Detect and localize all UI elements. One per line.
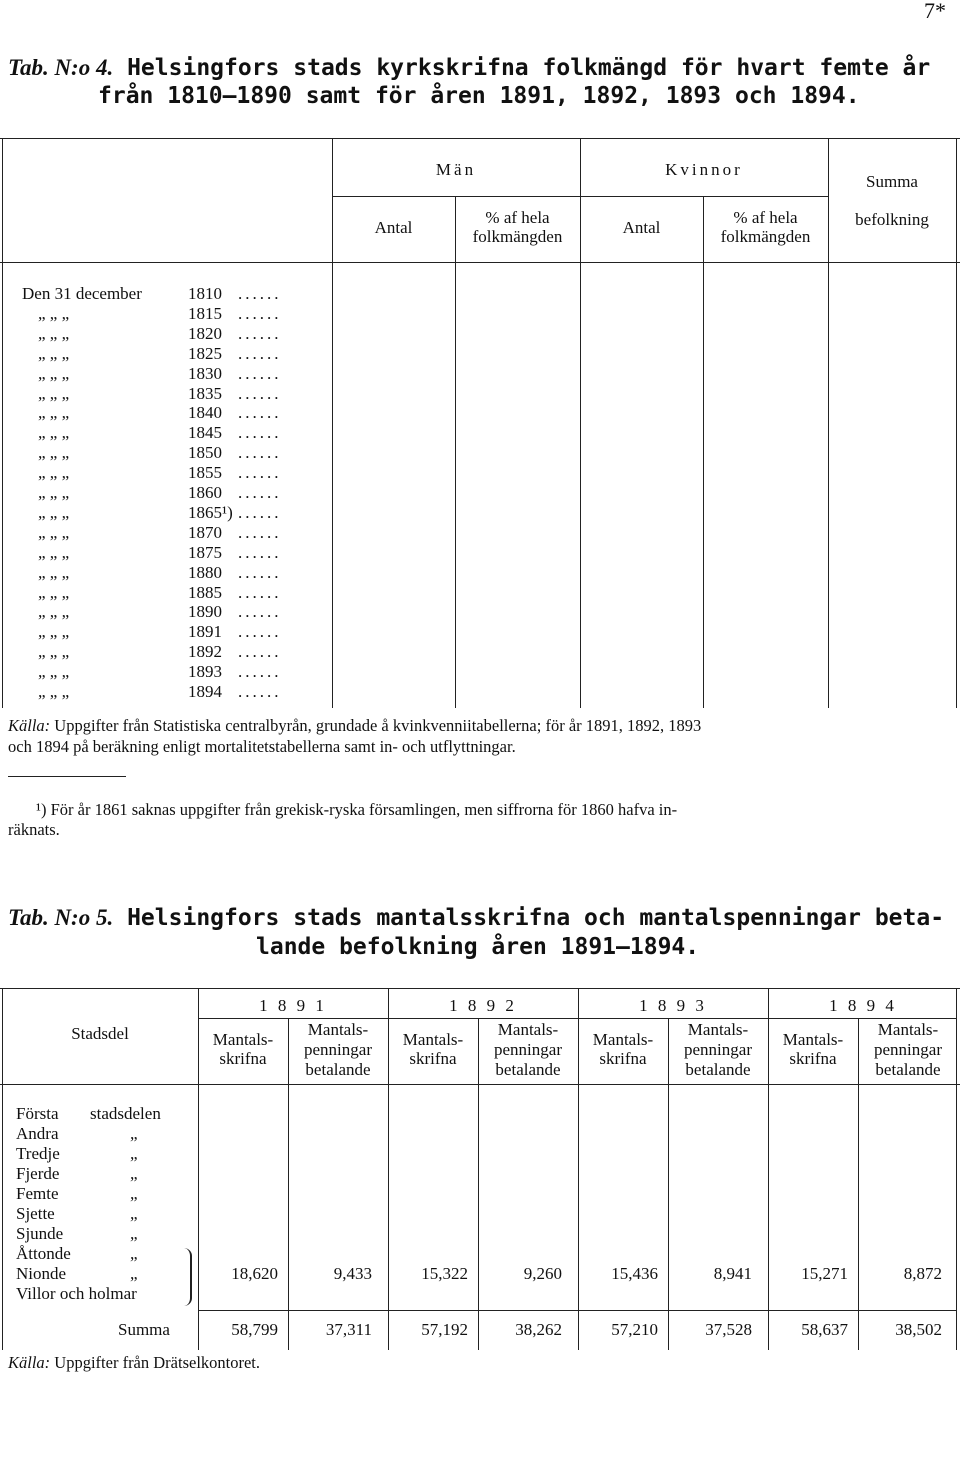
- header-skrifna-2: skrifna: [599, 1049, 647, 1068]
- row-year: 1865¹): [188, 503, 233, 522]
- row-prefix: „ „ „: [38, 304, 70, 323]
- district-suffix: „: [130, 1244, 138, 1263]
- table5-year-rule: [198, 1018, 956, 1019]
- leader-dots: ......: [238, 503, 282, 522]
- row-year: 1860: [188, 483, 222, 502]
- sum-value: 37,528: [705, 1320, 752, 1339]
- grouped-value: 9,433: [333, 1264, 372, 1283]
- header-men-pct-2: folkmängden: [472, 227, 563, 246]
- table4-lead: Tab. N:o 4.: [8, 55, 114, 80]
- leader-dots: ......: [238, 523, 282, 542]
- row-prefix: „ „ „: [38, 384, 70, 403]
- header-penn-1: Mantals-: [687, 1020, 749, 1039]
- header-women-pct-2: folkmängden: [720, 227, 811, 246]
- leader-dots: ......: [238, 622, 282, 641]
- leader-dots: ......: [238, 324, 282, 343]
- row-year: 1810: [188, 284, 222, 303]
- header-penn-1: Mantals-: [307, 1020, 369, 1039]
- header-skrifna-1: Mantals-: [592, 1030, 654, 1049]
- row-year: 1891: [188, 622, 222, 641]
- header-penn-2: penningar: [304, 1040, 372, 1059]
- leader-dots: ......: [238, 483, 282, 502]
- grouped-value: 8,872: [903, 1264, 942, 1283]
- row-prefix: „ „ „: [38, 682, 70, 701]
- header-skrifna-1: Mantals-: [212, 1030, 274, 1049]
- row-prefix: „ „ „: [38, 443, 70, 462]
- sum-value: 57,192: [421, 1320, 468, 1339]
- district-suffix: „: [130, 1204, 138, 1223]
- row-year: 1875: [188, 543, 222, 562]
- leader-dots: ......: [238, 563, 282, 582]
- row-prefix: „ „ „: [38, 503, 70, 522]
- row-prefix: „ „ „: [38, 583, 70, 602]
- district-name: Nionde: [16, 1264, 67, 1283]
- table5-source-label: Källa:: [8, 1353, 51, 1372]
- leader-dots: ......: [238, 662, 282, 681]
- sum-value: 38,502: [895, 1320, 942, 1339]
- row-year: 1870: [188, 523, 222, 542]
- row-year: 1894: [188, 682, 222, 701]
- table5-top-rule: [0, 988, 960, 989]
- leader-dots: ......: [238, 602, 282, 621]
- sum-value: 58,799: [231, 1320, 278, 1339]
- row-prefix: „ „ „: [38, 324, 70, 343]
- leader-dots: ......: [238, 384, 282, 403]
- header-men: Män: [435, 160, 477, 179]
- leader-dots: ......: [238, 403, 282, 422]
- row-prefix: „ „ „: [38, 523, 70, 542]
- header-penn-2: penningar: [684, 1040, 752, 1059]
- sum-label: Summa: [118, 1320, 170, 1339]
- grouped-value: 15,436: [611, 1264, 658, 1283]
- header-women: Kvinnor: [665, 160, 743, 179]
- district-name: Femte: [16, 1184, 59, 1203]
- leader-dots: ......: [238, 364, 282, 383]
- header-skrifna-1: Mantals-: [402, 1030, 464, 1049]
- header-men-pct-1: % af hela: [485, 208, 550, 227]
- row-year: 1892: [188, 642, 222, 661]
- grouped-value: 9,260: [523, 1264, 562, 1283]
- row-year: 1850: [188, 443, 222, 462]
- row-year: 1845: [188, 423, 222, 442]
- row-prefix: „ „ „: [38, 602, 70, 621]
- grouped-value: 18,620: [231, 1264, 278, 1283]
- table4-source-line1: Uppgifter från Statistiska centralbyrån, grundade å kvinkvenniitabellerna; för år 1891, 1892, 1893: [54, 716, 702, 735]
- table5-title-text1: Helsingfors stads mantalsskrifna och mantalspenningar beta-: [127, 905, 945, 931]
- table4-title-text1: Helsingfors stads kyrkskrifna folkmängd för hvart femte år: [127, 55, 931, 81]
- leader-dots: ......: [238, 344, 282, 363]
- header-penn-2: penningar: [874, 1040, 942, 1059]
- row-year: 1890: [188, 602, 222, 621]
- row-prefix: Den 31 december: [22, 284, 142, 303]
- leader-dots: ......: [238, 423, 282, 442]
- table5-header-rule: [0, 1084, 960, 1085]
- header-women-pct-1: % af hela: [733, 208, 798, 227]
- table5-lead: Tab. N:o 5.: [8, 905, 114, 930]
- row-prefix: „ „ „: [38, 622, 70, 641]
- district-name: Villor och holmar: [16, 1284, 137, 1303]
- table5-title-line2: lande befolkning åren 1891—1894.: [256, 934, 700, 960]
- district-suffix: „: [130, 1184, 138, 1203]
- table5-source-text: Uppgifter från Drätselkontoret.: [54, 1353, 261, 1372]
- row-year: 1855: [188, 463, 222, 482]
- group-brace: [182, 1248, 192, 1306]
- header-skrifna-2: skrifna: [789, 1049, 837, 1068]
- header-penn-1: Mantals-: [877, 1020, 939, 1039]
- footnote-line2: räknats.: [8, 820, 60, 839]
- row-prefix: „ „ „: [38, 483, 70, 502]
- header-year: 1 8 9 2: [449, 996, 517, 1015]
- leader-dots: ......: [238, 463, 282, 482]
- header-skrifna-2: skrifna: [219, 1049, 267, 1068]
- row-year: 1885: [188, 583, 222, 602]
- page-number: 7*: [924, 0, 946, 23]
- header-year: 1 8 9 4: [829, 996, 897, 1015]
- leader-dots: ......: [238, 543, 282, 562]
- leader-dots: ......: [238, 443, 282, 462]
- district-name: Första: [16, 1104, 59, 1123]
- row-year: 1835: [188, 384, 222, 403]
- district-name: Andra: [16, 1124, 59, 1143]
- header-district: Stadsdel: [71, 1024, 129, 1043]
- district-suffix: „: [130, 1164, 138, 1183]
- district-name: Sjette: [16, 1204, 55, 1223]
- grouped-value: 15,322: [421, 1264, 468, 1283]
- leader-dots: ......: [238, 682, 282, 701]
- district-name: Åttonde: [16, 1244, 71, 1263]
- district-name: Fjerde: [16, 1164, 60, 1183]
- row-year: 1825: [188, 344, 222, 363]
- row-prefix: „ „ „: [38, 423, 70, 442]
- header-year: 1 8 9 1: [259, 996, 327, 1015]
- row-prefix: „ „ „: [38, 662, 70, 681]
- row-year: 1840: [188, 403, 222, 422]
- header-penn-3: betalande: [875, 1060, 941, 1079]
- row-prefix: „ „ „: [38, 344, 70, 363]
- row-year: 1893: [188, 662, 222, 681]
- header-men-antal: Antal: [374, 218, 413, 237]
- row-prefix: „ „ „: [38, 364, 70, 383]
- sum-value: 58,637: [801, 1320, 848, 1339]
- grouped-value: 15,271: [801, 1264, 848, 1283]
- sum-value: 38,262: [515, 1320, 562, 1339]
- header-skrifna-2: skrifna: [409, 1049, 457, 1068]
- header-sum-1: Summa: [866, 172, 918, 191]
- row-prefix: „ „ „: [38, 563, 70, 582]
- leader-dots: ......: [238, 583, 282, 602]
- sum-value: 37,311: [325, 1320, 372, 1339]
- district-suffix: „: [130, 1264, 138, 1283]
- footnote-mark: ¹): [36, 800, 47, 819]
- row-year: 1820: [188, 324, 222, 343]
- table5-sum-rule: [198, 1310, 956, 1311]
- row-year: 1815: [188, 304, 222, 323]
- grouped-value: 8,941: [713, 1264, 752, 1283]
- table5-source: [8, 1353, 260, 1373]
- footnote-line1: För år 1861 saknas uppgifter från grekisk-ryska församlingen, men siffrorna för 1860 hafva in-: [50, 800, 678, 819]
- district-suffix: „: [130, 1144, 138, 1163]
- header-skrifna-1: Mantals-: [782, 1030, 844, 1049]
- header-penn-3: betalande: [305, 1060, 371, 1079]
- row-prefix: „ „ „: [38, 403, 70, 422]
- header-penn-1: Mantals-: [497, 1020, 559, 1039]
- leader-dots: ......: [238, 304, 282, 323]
- header-penn-3: betalande: [495, 1060, 561, 1079]
- leader-dots: ......: [238, 642, 282, 661]
- table4-source-label: Källa:: [8, 716, 51, 735]
- row-prefix: „ „ „: [38, 543, 70, 562]
- district-suffix: „: [130, 1224, 138, 1243]
- row-year: 1830: [188, 364, 222, 383]
- district-suffix: „: [130, 1124, 138, 1143]
- sum-value: 57,210: [611, 1320, 658, 1339]
- header-women-antal: Antal: [622, 218, 661, 237]
- header-penn-3: betalande: [685, 1060, 751, 1079]
- header-penn-2: penningar: [494, 1040, 562, 1059]
- leader-dots: ......: [238, 284, 282, 303]
- row-prefix: „ „ „: [38, 642, 70, 661]
- district-name: Sjunde: [16, 1224, 64, 1243]
- header-sum-2: befolkning: [855, 210, 929, 229]
- row-year: 1880: [188, 563, 222, 582]
- district-suffix: stadsdelen: [90, 1104, 161, 1123]
- district-name: Tredje: [16, 1144, 60, 1163]
- table4-title-line2: från 1810—1890 samt för åren 1891, 1892, 1893 och 1894.: [98, 83, 860, 109]
- row-prefix: „ „ „: [38, 463, 70, 482]
- header-year: 1 8 9 3: [639, 996, 707, 1015]
- table4-source-line2: och 1894 på beräkning enligt mortalitetstabellerna samt in- och utflyttningar.: [8, 737, 516, 756]
